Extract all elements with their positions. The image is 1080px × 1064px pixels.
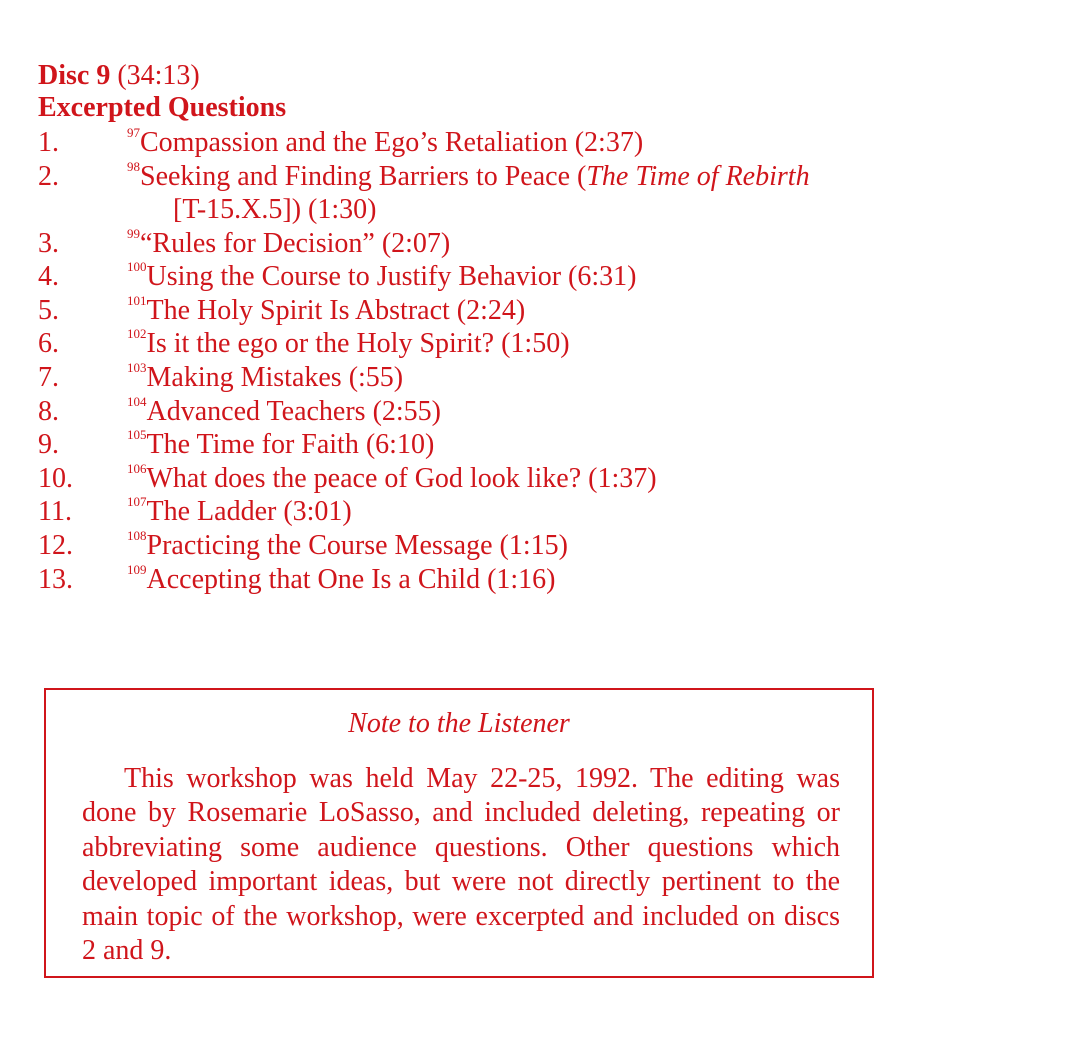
disc-header — [38, 60, 200, 92]
footnote-ref: 100 — [127, 259, 147, 275]
track-number: 7. — [38, 361, 59, 393]
track-title: Is it the ego or the Holy Spirit? (1:50) — [146, 328, 570, 360]
track-number: 10. — [38, 462, 73, 494]
disc-label: Disc 9 — [38, 60, 111, 91]
track-number: 12. — [38, 529, 73, 561]
footnote-ref: 102 — [127, 326, 147, 342]
track-text — [127, 563, 556, 596]
track-title: Seeking and Finding Barriers to Peace ( — [140, 160, 587, 192]
track-title: Advanced Teachers (2:55) — [146, 395, 442, 427]
track-item — [38, 294, 938, 328]
track-text — [127, 327, 570, 360]
track-item — [38, 529, 938, 563]
section-title: Excerpted Questions — [38, 92, 287, 123]
track-number: 13. — [38, 563, 73, 595]
track-title: The Time for Faith (6:10) — [146, 429, 435, 461]
footnote-ref: 104 — [127, 393, 147, 409]
track-number: 5. — [38, 294, 59, 326]
footnote-ref: 107 — [127, 494, 147, 510]
track-text — [127, 529, 568, 562]
track-text — [127, 294, 525, 327]
track-list — [38, 126, 938, 596]
track-text — [127, 126, 643, 159]
track-text — [127, 260, 636, 293]
track-title: Practicing the Course Message (1:15) — [146, 529, 568, 561]
track-number: 9. — [38, 429, 59, 461]
track-title-italic: The Time of Rebirth — [586, 160, 810, 192]
footnote-ref: 109 — [127, 561, 147, 577]
footnote-ref: 105 — [127, 427, 147, 443]
track-text — [127, 395, 441, 428]
track-number: 1. — [38, 127, 59, 158]
track-number: 8. — [38, 395, 59, 427]
track-title: The Holy Spirit Is Abstract (2:24) — [146, 294, 526, 326]
footnote-ref: 108 — [127, 527, 147, 543]
track-text — [127, 428, 434, 461]
track-number: 6. — [38, 328, 59, 360]
track-number: 11. — [38, 496, 72, 528]
note-box — [44, 688, 874, 978]
track-title: Making Mistakes (:55) — [146, 361, 404, 393]
track-text — [127, 227, 450, 260]
track-text — [127, 495, 352, 528]
track-number: 2. — [38, 160, 59, 192]
footnote-ref: 101 — [127, 292, 147, 308]
track-title: Compassion and the Ego’s Retaliation (2:37) — [140, 127, 644, 158]
track-item — [38, 361, 938, 395]
track-text — [127, 361, 403, 394]
footnote-ref: 103 — [127, 359, 147, 375]
track-item — [38, 160, 938, 227]
track-text — [127, 160, 810, 193]
track-title: The Ladder (3:01) — [146, 496, 352, 528]
footnote-ref: 98 — [127, 158, 140, 174]
track-title: Accepting that One Is a Child (1:16) — [146, 563, 556, 595]
track-title: What does the peace of God look like? (1:37) — [146, 462, 657, 494]
footnote-ref: 106 — [127, 460, 147, 476]
track-text — [127, 462, 657, 495]
track-item — [38, 563, 938, 597]
footnote-ref: 99 — [127, 225, 140, 241]
track-item — [38, 126, 938, 160]
note-title: Note to the Listener — [348, 708, 570, 739]
disc-duration: (34:13) — [117, 60, 200, 91]
track-item — [38, 495, 938, 529]
track-number: 3. — [38, 227, 59, 259]
track-title: “Rules for Decision” (2:07) — [140, 227, 451, 259]
footnote-ref: 97 — [127, 125, 140, 140]
track-item — [38, 462, 938, 496]
track-item — [38, 395, 938, 429]
track-item — [38, 260, 938, 294]
track-title: Using the Course to Justify Behavior (6:31) — [146, 261, 637, 293]
track-item — [38, 327, 938, 361]
track-number: 4. — [38, 261, 59, 293]
track-item — [38, 227, 938, 261]
note-body: This workshop was held May 22-25, 1992. The editing was done by Rosemarie LoSasso, and included deleting, repeating or abbreviating some audience questions. Other questions which developed important ideas, but were not directly pertinent to the main topic of the workshop, were excerpted and included on discs 2 and 9. — [82, 763, 840, 967]
track-item — [38, 428, 938, 462]
track-title-continuation: [T-15.X.5]) (1:30) — [173, 193, 377, 225]
